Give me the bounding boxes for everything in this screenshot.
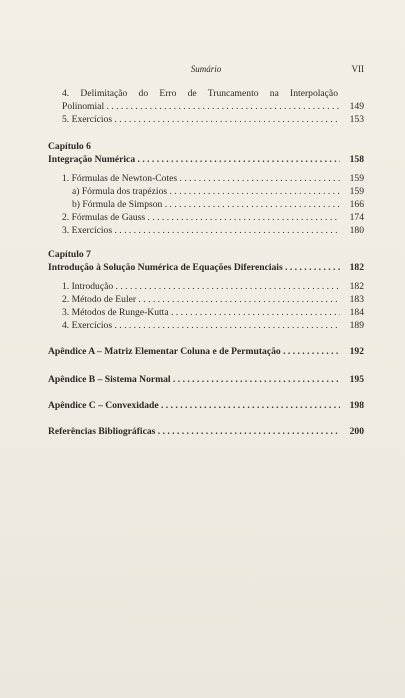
page-header: [48, 64, 364, 78]
toc-entry: 3. Exercícios . . . 180: [48, 224, 364, 237]
toc-entry: b) Fórmula de Simpson . . . 166: [48, 198, 364, 211]
toc-entry-5: [48, 113, 364, 126]
chapter-6-label: Capítulo 6: [48, 141, 91, 152]
toc-block-top: [48, 87, 364, 126]
toc-appendix-b: [48, 373, 364, 386]
appendix-a: Apêndice A – Matriz Elementar Coluna e de Permutação . . . 192: [48, 345, 364, 358]
toc-entry-5-page: 153: [349, 114, 364, 125]
toc-entry: 2. Fórmulas de Gauss . . . 174: [48, 211, 364, 224]
chapter-7-title-page: 182: [349, 262, 364, 273]
toc-appendix-a: [48, 345, 364, 358]
appendix-b: Apêndice B – Sistema Normal . . . 195: [48, 373, 364, 386]
chapter-7-label: Capítulo 7: [48, 249, 91, 260]
references-entry: Referências Bibliográficas . . . 200: [48, 425, 364, 438]
toc-chapter-6: [48, 140, 364, 237]
chapter-6-title-page: 158: [349, 154, 364, 165]
toc-entry-4-line1: 4. Delimitação do Erro de Truncamento na Interpolação: [62, 88, 338, 99]
toc-entry: 4. Exercícios . . . 189: [48, 319, 364, 332]
toc-appendix-c: [48, 399, 364, 412]
toc-entry: 2. Método de Euler . . . 183: [48, 293, 364, 306]
toc-entry-5-label: 5. Exercícios: [62, 114, 113, 125]
running-title: Sumário: [190, 64, 222, 74]
toc-entry: 3. Métodos de Runge-Kutta . . . 184: [48, 306, 364, 319]
toc-entry: 1. Fórmulas de Newton-Cotes . . . 159: [48, 172, 364, 185]
toc-entry: 1. Introdução . . . 182: [48, 280, 364, 293]
toc-entry: a) Fórmula dos trapézios . . . 159: [48, 185, 364, 198]
page-number: VII: [351, 64, 364, 74]
toc-entry-4: [48, 100, 364, 113]
chapter-6-title: Integração Numérica . . . 158: [48, 153, 364, 166]
toc-references: [48, 425, 364, 438]
toc-entry-4-label: Polinomial: [62, 101, 105, 112]
toc-entry-4-page: 149: [349, 101, 364, 112]
chapter-7-title: Introdução à Solução Numérica de Equações Diferenciais . . . 182: [48, 261, 364, 274]
toc-chapter-7: [48, 248, 364, 332]
appendix-c: Apêndice C – Convexidade . . . 198: [48, 399, 364, 412]
